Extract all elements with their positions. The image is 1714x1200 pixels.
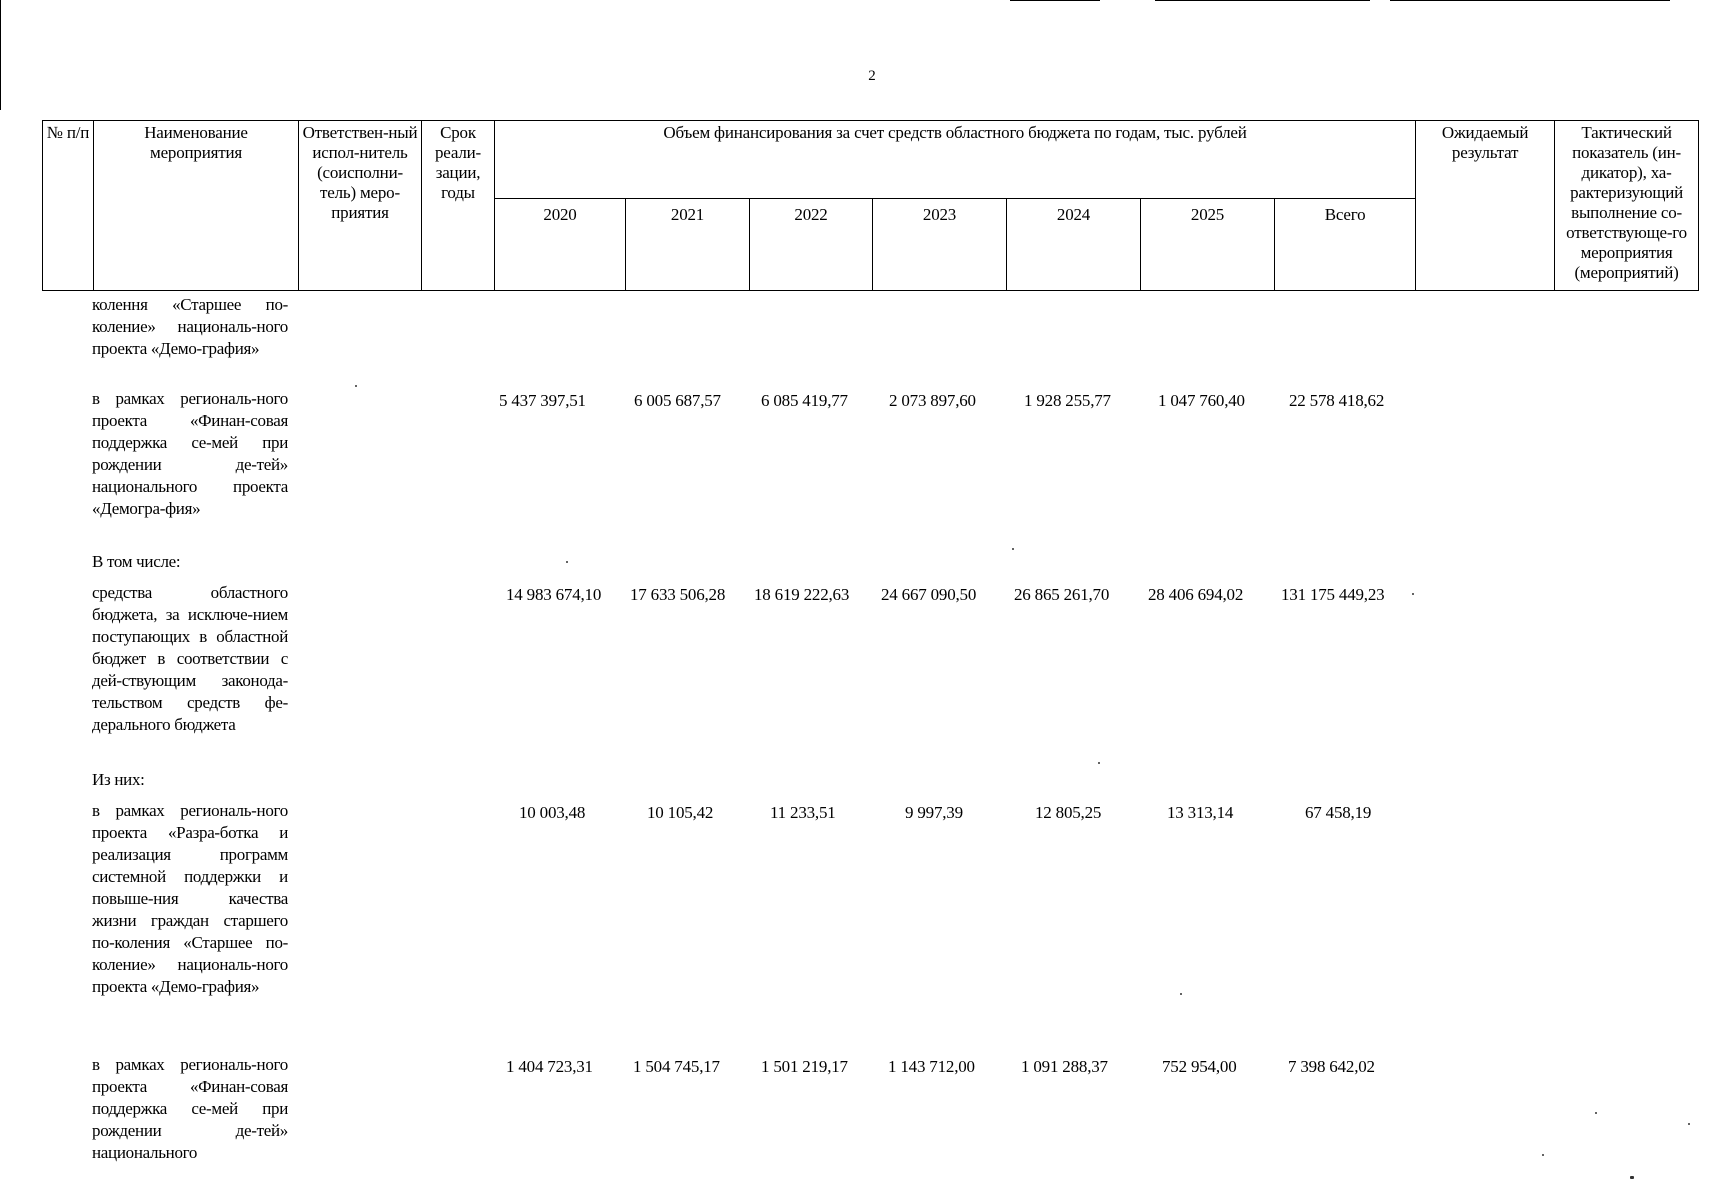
scan-edge-line	[0, 0, 1, 110]
value-2020: 14 983 674,10	[506, 585, 602, 604]
table-row	[92, 294, 1692, 388]
scan-speck	[1595, 1112, 1597, 1114]
table-row	[92, 800, 1692, 1054]
value-2025: 1 047 760,40	[1158, 391, 1245, 410]
header-name: Наименование мероприятия	[94, 121, 299, 291]
value-2023: 9 997,39	[905, 803, 963, 822]
value-2022: 1 501 219,17	[761, 1057, 848, 1076]
header-executor: Ответствен-ный испол-нитель (соисполни-тель) меро-приятия	[299, 121, 422, 291]
value-2025: 752 954,00	[1162, 1057, 1237, 1076]
table-row	[92, 388, 1692, 551]
value-total: 131 175 449,23	[1281, 585, 1385, 604]
table-row	[92, 551, 1692, 582]
value-2024: 1 091 288,37	[1021, 1057, 1108, 1076]
value-2021: 17 633 506,28	[630, 585, 726, 604]
header-indicator: Тактический показатель (ин-дикатор), ха-рактеризующий выполнение со-ответствующе-го мероприятия (мероприятий)	[1555, 121, 1699, 291]
table-body	[92, 294, 1692, 1174]
value-2022: 6 085 419,77	[761, 391, 848, 410]
scan-edge-line	[1390, 0, 1670, 1]
scan-speck	[1630, 1176, 1634, 1179]
value-2024: 12 805,25	[1035, 803, 1102, 822]
scan-speck	[1180, 993, 1182, 995]
scan-edge-line	[1155, 0, 1370, 1]
value-2021: 6 005 687,57	[634, 391, 721, 410]
value-2022: 18 619 222,63	[754, 585, 850, 604]
value-total: 67 458,19	[1305, 803, 1372, 822]
value-2024: 26 865 261,70	[1014, 585, 1110, 604]
scan-edge-line	[1010, 0, 1100, 1]
scan-speck	[1412, 593, 1414, 595]
value-2021: 1 504 745,17	[633, 1057, 720, 1076]
row-name: средства областного бюджета, за исключе-нием поступающих в областной бюджет в соответствии с дей-ствующим законода-тельством средств фе-дерального бюджета	[92, 583, 288, 734]
scan-speck	[355, 385, 357, 387]
page-number: 2	[868, 68, 876, 84]
header-year-total: Всего	[1275, 199, 1416, 291]
value-total: 7 398 642,02	[1288, 1057, 1375, 1076]
row-name: в рамках региональ-ного проекта «Разра-ботка и реализация программ системной поддержки и повыше-ния качества жизни граждан старшего по-коления «Старшее по-коление» националь-ного проекта «Демо-графия»	[92, 801, 288, 996]
header-year-2024: 2024	[1007, 199, 1141, 291]
value-2021: 10 105,42	[647, 803, 714, 822]
value-2023: 1 143 712,00	[888, 1057, 975, 1076]
row-name: в рамках региональ-ного проекта «Финан-совая поддержка се-мей при рождении де-тей» национального	[92, 1055, 288, 1162]
table-header	[42, 120, 1699, 291]
header-result: Ожидаемый результат	[1416, 121, 1555, 291]
header-year-2022: 2022	[750, 199, 873, 291]
scan-speck	[1098, 762, 1100, 764]
scan-speck	[1688, 1123, 1690, 1125]
scan-speck	[1012, 548, 1014, 550]
value-2025: 13 313,14	[1167, 803, 1234, 822]
value-2022: 11 233,51	[770, 803, 836, 822]
header-year-2025: 2025	[1141, 199, 1275, 291]
table-row	[92, 769, 1692, 800]
value-2025: 28 406 694,02	[1148, 585, 1244, 604]
header-number: № п/п	[43, 121, 94, 291]
value-2024: 1 928 255,77	[1024, 391, 1111, 410]
scan-speck	[566, 561, 568, 563]
value-total: 22 578 418,62	[1289, 391, 1385, 410]
row-name: Из них:	[92, 770, 145, 789]
value-2023: 2 073 897,60	[889, 391, 976, 410]
row-name: в рамках региональ-ного проекта «Финан-совая поддержка се-мей при рождении де-тей» национального проекта «Демогра-фия»	[92, 389, 288, 518]
value-2020: 5 437 397,51	[499, 391, 586, 410]
row-name: В том числе:	[92, 552, 181, 571]
table-row	[92, 1054, 1692, 1174]
header-year-2021: 2021	[626, 199, 750, 291]
value-2020: 1 404 723,31	[506, 1057, 593, 1076]
value-2020: 10 003,48	[519, 803, 586, 822]
value-2023: 24 667 090,50	[881, 585, 977, 604]
header-year-2020: 2020	[495, 199, 626, 291]
header-year-2023: 2023	[873, 199, 1007, 291]
row-name: колення «Старшее по-коление» националь-ного проекта «Демо-графия»	[92, 295, 288, 358]
header-term: Срок реали-зации, годы	[422, 121, 495, 291]
table-row	[92, 582, 1692, 769]
header-funding: Объем финансирования за счет средств областного бюджета по годам, тыс. рублей	[495, 121, 1416, 199]
scan-speck	[1542, 1154, 1544, 1156]
